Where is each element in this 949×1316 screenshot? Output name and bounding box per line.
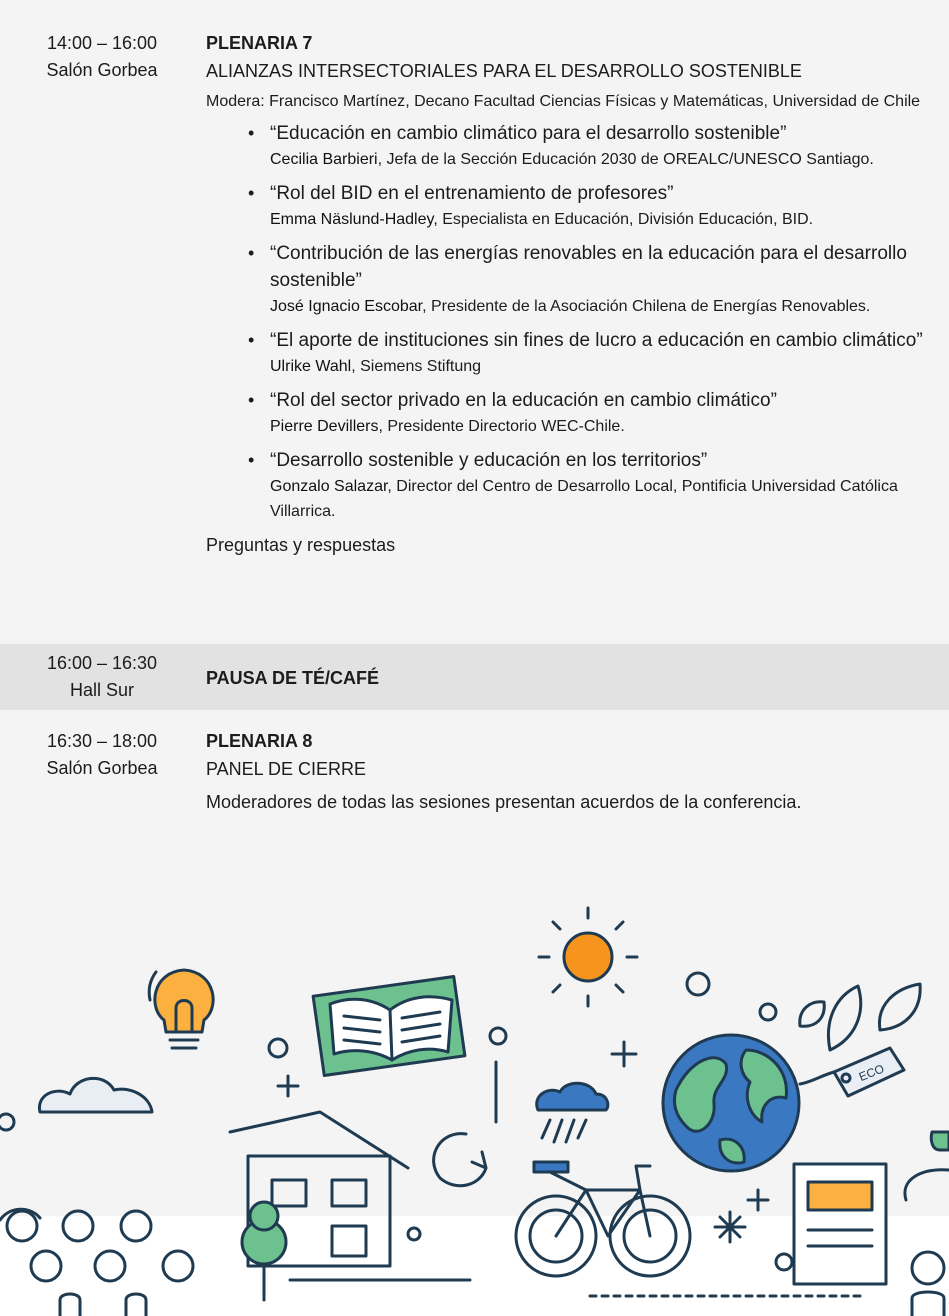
talk-item (248, 327, 931, 379)
sun-icon (539, 908, 637, 1006)
talk-item (248, 180, 931, 232)
talk-title: “Desarrollo sostenible y educación en los territorios” (270, 450, 708, 471)
eco-tag-text: ECO (856, 1061, 887, 1085)
sustainability-illustration (0, 900, 949, 1316)
moderator-role: , Decano Facultad Ciencias Físicas y Matemáticas, Universidad de Chile (405, 93, 921, 110)
qa-line: Preguntas y respuestas (206, 535, 396, 555)
sparkle-icon (612, 1042, 636, 1066)
talk-list (206, 120, 931, 524)
moderator-line (206, 89, 931, 114)
session-description: Moderadores de todas las sesiones presentan acuerdos de la conferencia. (206, 792, 802, 812)
session-content (206, 30, 931, 559)
sparkle-icon (278, 1076, 298, 1096)
speaker-name: Cecilia Barbieri (270, 151, 378, 168)
decor-circle (760, 1004, 776, 1020)
speaker-name: Pierre Devillers (270, 418, 379, 435)
speaker-role: , Director del Centro de Desarrollo Local, Pontificia Universidad Católica Villarrica. (270, 478, 898, 520)
book-icon (313, 977, 465, 1076)
talk-title: “Rol del BID en el entrenamiento de profesores” (270, 183, 674, 204)
lightbulb-icon (149, 970, 213, 1048)
talk-speaker (270, 474, 931, 524)
pause-title: PAUSA DE TÉ/CAFÉ (206, 668, 380, 688)
speaker-name: Ulrike Wahl (270, 358, 352, 375)
decor-circle (0, 1114, 14, 1130)
moderator-label: Modera: (206, 93, 270, 110)
session-room: Salón Gorbea (46, 758, 158, 778)
leaves-icon (800, 984, 920, 1050)
sparkle-icon (715, 1212, 745, 1242)
speaker-role: , Siemens Stiftung (351, 358, 482, 375)
moderator-name: Francisco Martínez (269, 93, 406, 110)
bullet-icon: • (248, 183, 255, 203)
talk-item (248, 240, 931, 319)
talk-title: “El aporte de instituciones sin fines de lucro a educación en cambio climático” (270, 330, 923, 351)
pause-time-block (20, 650, 184, 704)
bullet-icon: • (248, 390, 255, 410)
session-title: PLENARIA 7 (206, 33, 313, 53)
speaker-role: , Jefa de la Sección Educación 2030 de OREALC/UNESCO Santiago. (377, 151, 874, 168)
speaker-role: , Especialista en Educación, División Educación, BID. (433, 211, 814, 228)
speaker-name: Emma Näslund-Hadley (270, 211, 434, 228)
plug-icon (905, 1132, 949, 1200)
speaker-name: José Ignacio Escobar (270, 298, 423, 315)
decor-circle (687, 973, 709, 995)
talk-title: “Contribución de las energías renovables en la educación para el desarrollo sostenible” (270, 243, 907, 291)
talk-item (248, 447, 931, 524)
talk-title: “Educación en cambio climático para el desarrollo sostenible” (270, 123, 787, 144)
bullet-icon: • (248, 123, 255, 143)
talk-speaker (270, 147, 931, 172)
eco-tag-icon (800, 1048, 904, 1096)
talk-speaker (270, 414, 931, 439)
speaker-name: Gonzalo Salazar (270, 478, 388, 495)
session-time-block (20, 728, 184, 782)
session-time-block (20, 30, 184, 84)
talk-speaker (270, 207, 931, 232)
speaker-role: , Presidente de la Asociación Chilena de Energías Renovables. (422, 298, 871, 315)
talk-title: “Rol del sector privado en la educación en cambio climático” (270, 390, 777, 411)
bullet-icon: • (248, 243, 255, 263)
globe-icon (663, 1035, 799, 1171)
session-subtitle: PANEL DE CIERRE (206, 759, 367, 779)
talk-item (248, 120, 931, 172)
speaker-role: , Presidente Directorio WEC-Chile. (378, 418, 625, 435)
cloud-icon (39, 1078, 152, 1112)
session-content (206, 728, 931, 816)
session-time: 16:30 – 18:00 (46, 731, 158, 751)
bullet-icon: • (248, 450, 255, 470)
session-room: Salón Gorbea (46, 60, 158, 80)
talk-item (248, 387, 931, 439)
sparkle-icon (748, 1190, 768, 1210)
decor-circle (490, 1028, 506, 1044)
recycle-arrow-icon (434, 1134, 486, 1186)
bullet-icon: • (248, 330, 255, 350)
talk-speaker (270, 294, 931, 319)
decor-circle (269, 1039, 287, 1057)
session-subtitle: ALIANZAS INTERSECTORIALES PARA EL DESARROLLO SOSTENIBLE (206, 61, 802, 81)
document-icon (794, 1164, 886, 1284)
pause-room: Hall Sur (69, 680, 135, 700)
rain-cloud-icon (537, 1083, 608, 1142)
session-time: 14:00 – 16:00 (46, 33, 158, 53)
talk-speaker (270, 354, 931, 379)
pause-time: 16:00 – 16:30 (46, 653, 158, 673)
session-title: PLENARIA 8 (206, 731, 313, 751)
